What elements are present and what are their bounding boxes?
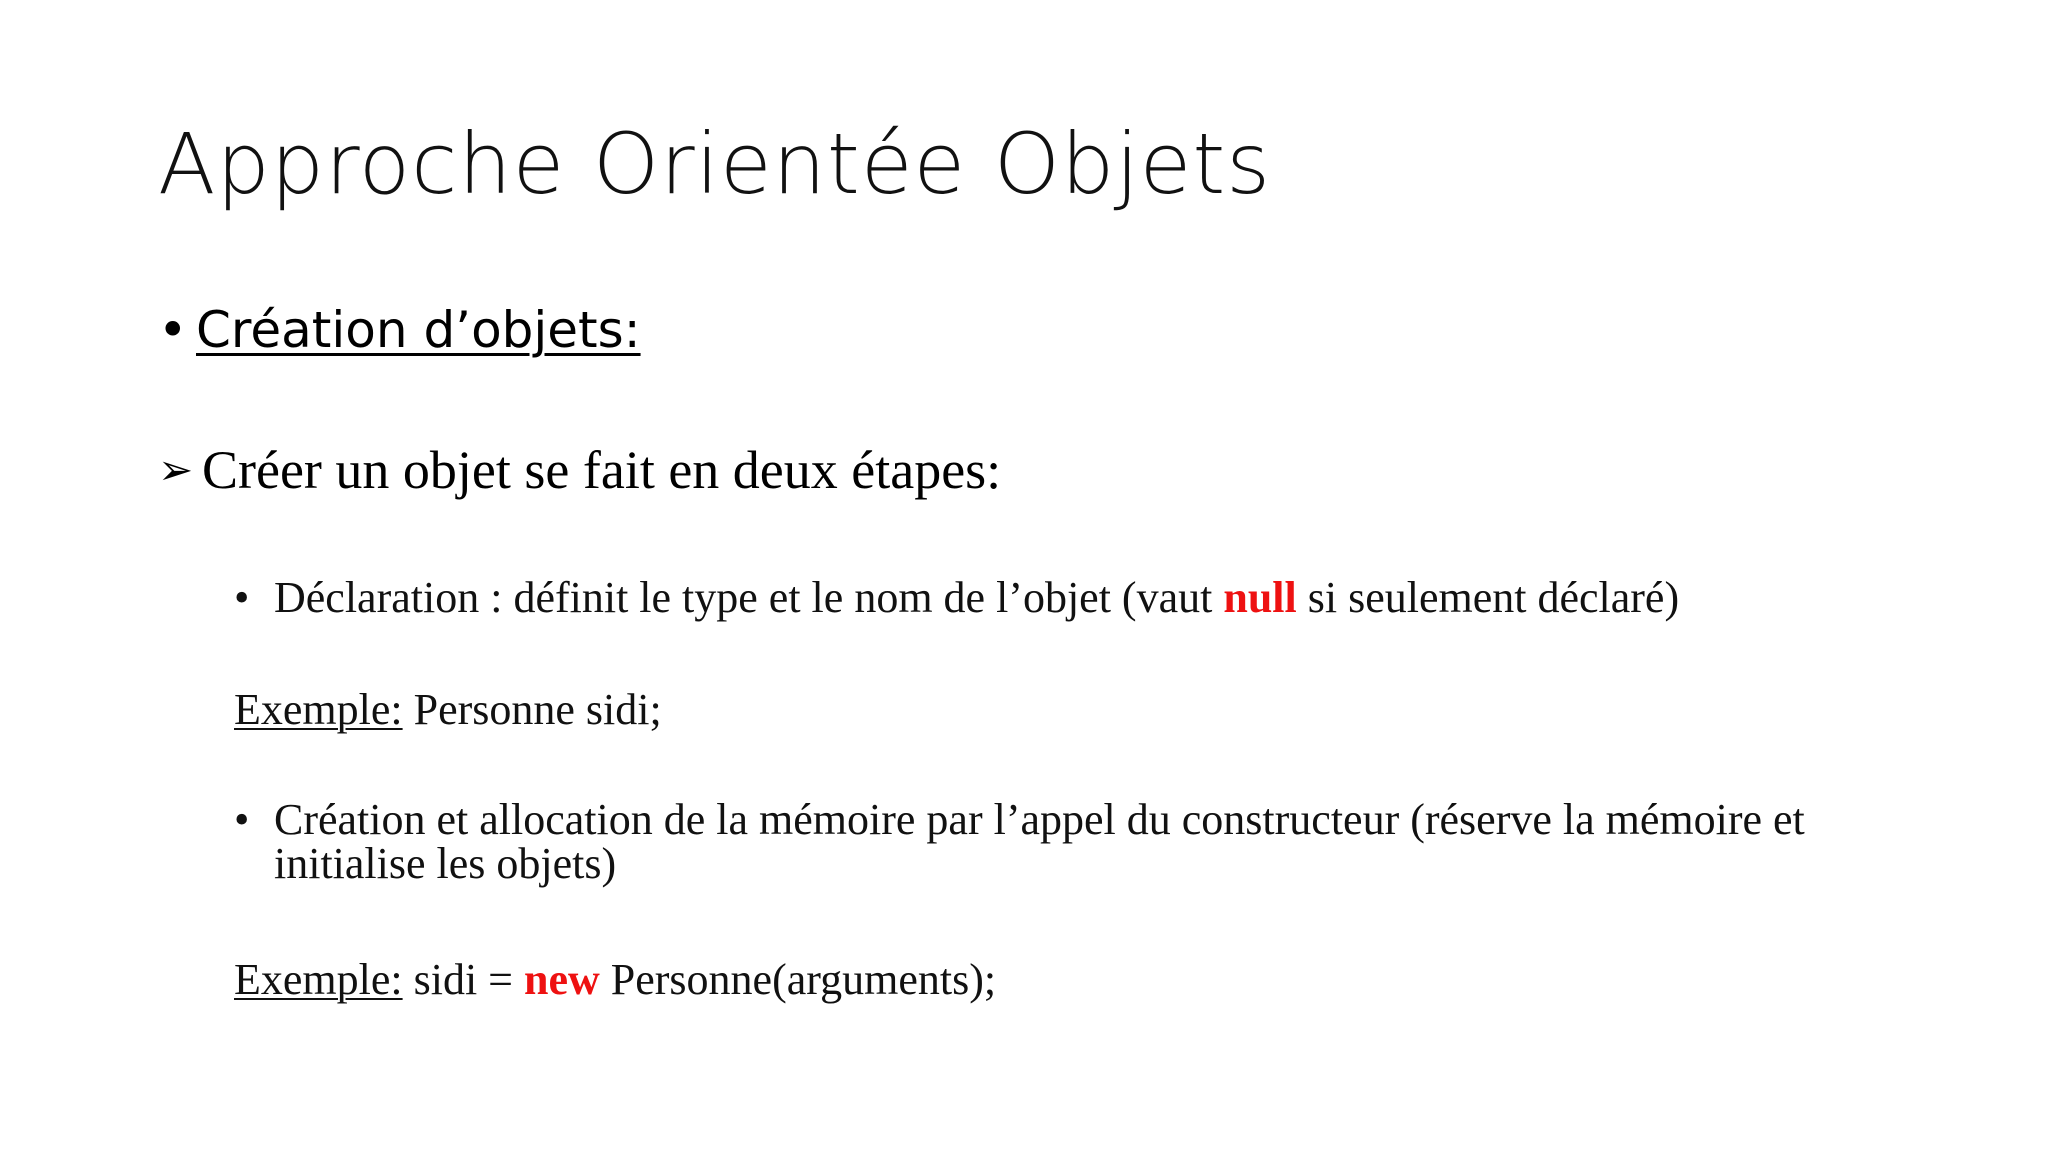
section-heading	[158, 300, 641, 360]
bullet-icon: •	[234, 573, 250, 622]
example-code: Personne sidi;	[402, 685, 662, 734]
slide-title: Approche Orientée Objets	[158, 115, 1272, 213]
example-code-after: Personne(arguments);	[599, 955, 997, 1004]
intro-line	[158, 438, 1001, 503]
step-text: Création et allocation de la mémoire par l’appel du constructeur (réserve la mémoire et initialise les objets)	[274, 795, 1805, 888]
example-label: Exemple:	[234, 685, 403, 734]
step-text-after: si seulement déclaré)	[1296, 573, 1680, 622]
keyword-null: null	[1223, 573, 1297, 622]
section-label: Création d’objets:	[196, 301, 641, 359]
step-text	[274, 573, 1914, 622]
bullet-icon: •	[234, 795, 250, 844]
arrow-bullet-icon: ➢	[158, 445, 194, 494]
step-declaration	[234, 573, 1914, 622]
step-text-before: Déclaration : définit le type et le nom de l’objet (vaut	[274, 573, 1224, 622]
bullet-icon: •	[158, 301, 188, 359]
intro-text: Créer un objet se fait en deux étapes:	[202, 440, 1002, 500]
step-creation	[234, 795, 1914, 888]
example-code-before: sidi =	[402, 955, 524, 1004]
example-declaration	[234, 685, 662, 734]
keyword-new: new	[524, 955, 600, 1004]
example-label: Exemple:	[234, 955, 403, 1004]
example-creation	[234, 955, 997, 1004]
